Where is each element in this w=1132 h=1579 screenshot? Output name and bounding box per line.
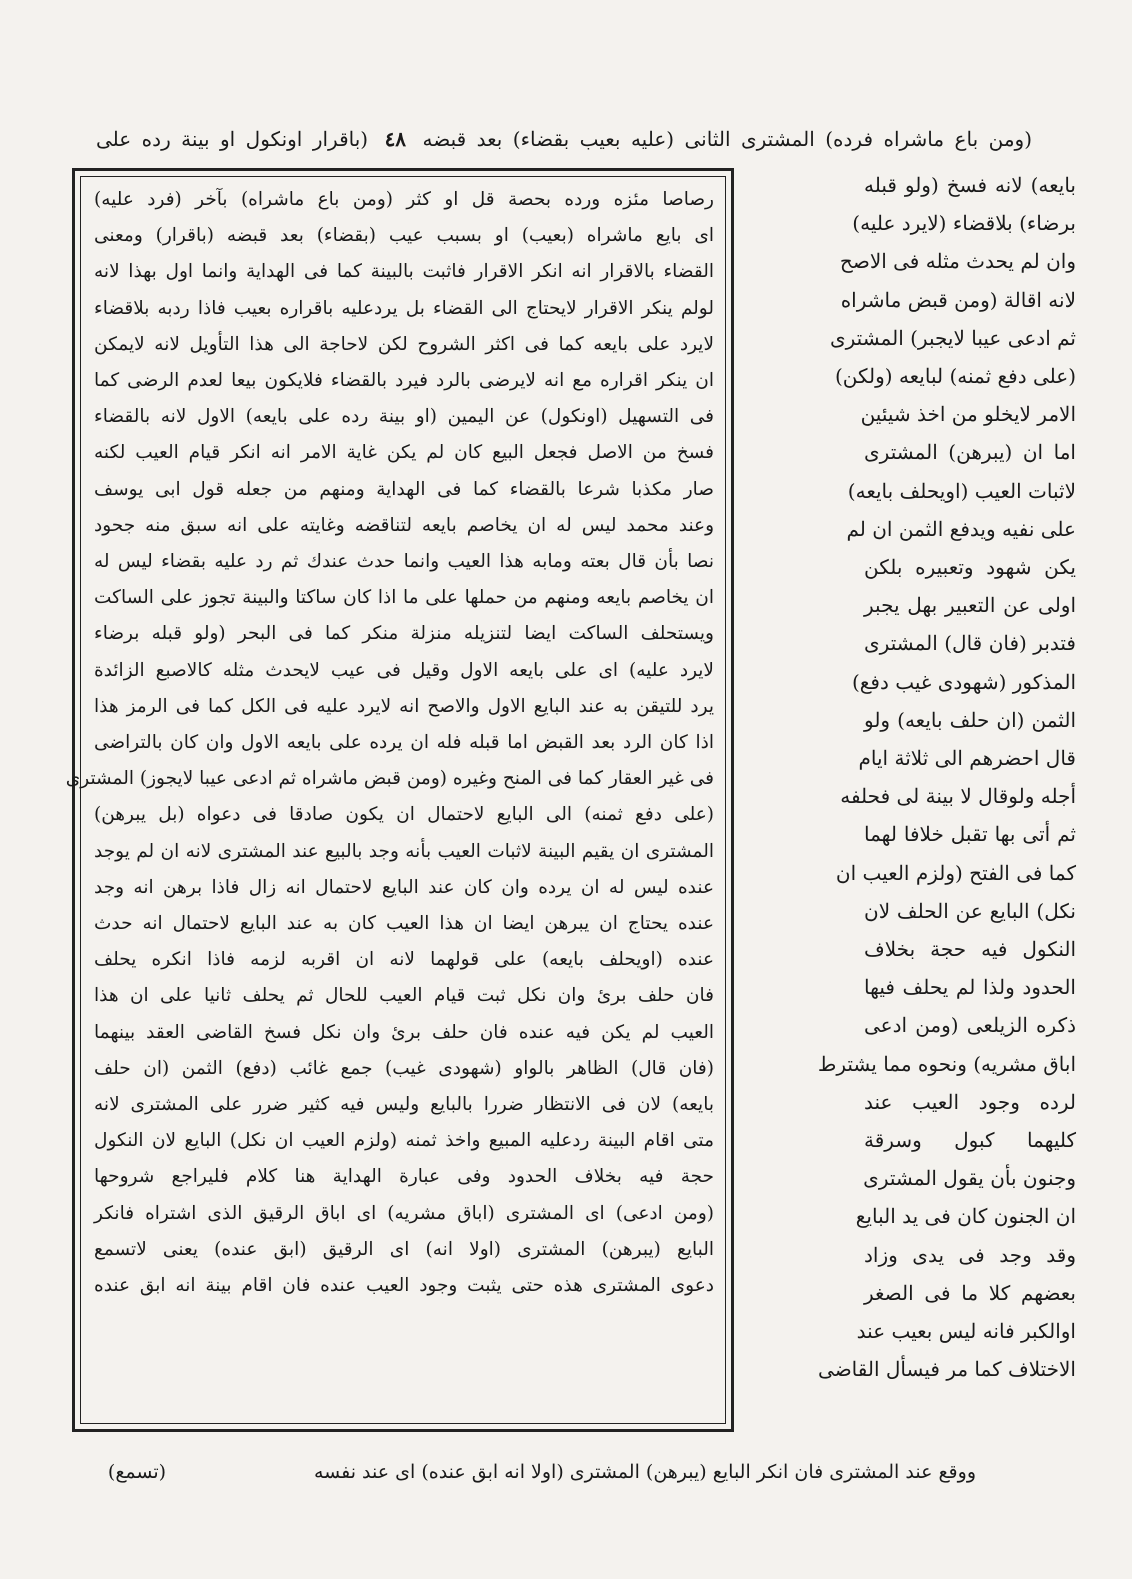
commentary-text-line: رصاصا مئزه ورده بحصة قل او كثر (ومن باع ماشراه) بآخر (فرد عليه) — [94, 189, 714, 210]
commentary-text-line: وعند محمد ليس له ان يخاصم بايعه لتناقضه وغايته على انه سبق منه جحود — [94, 514, 714, 536]
commentary-text-line: ان ينكر اقراره مع انه لايرضى بالرد فيرد بالقضاء فلايكون بيعا لعدم الرضى كما — [94, 370, 714, 392]
margin-text-line: وجنون بأن يقول المشترى — [863, 1166, 1076, 1191]
margin-text-line: الامر لايخلو من اخذ شيئين — [860, 402, 1076, 427]
commentary-text-line: لايرد عليه) اى على بايعه الاول وقيل فى عيب لايحدث مثله كالاصبع الزائدة — [94, 659, 714, 681]
margin-text-line: قال احضرهم الى ثلاثة ايام — [858, 746, 1076, 771]
margin-text-line: (على دفع ثمنه) لبايعه (ولكن) — [834, 364, 1076, 389]
commentary-text-line: متى اقام البينة ردعليه المبيع واخذ ثمنه (ولزم العيب ان نكل) البايع لان النكول — [94, 1130, 714, 1152]
commentary-text-line: صار مكذبا شرعا بالقضاء كما فى الهداية ومنهم من جعله قول ابى يوسف — [94, 478, 714, 500]
commentary-text-line: يرد للتيقن به عند البايع الاول والاصح انه لايرد عليه فى الكل كما فى الرمز هذا — [94, 695, 714, 717]
margin-text-line: ذكره الزيلعى (ومن ادعى — [864, 1013, 1076, 1038]
margin-text-line: أجله ولوقال لا بينة لى فحلفه — [840, 784, 1076, 809]
margin-text-line: ان الجنون كان فى يد البايع — [855, 1204, 1076, 1229]
commentary-text-line: ان يخاصم بايعه ومنهم من حملها على ما اذا كان ساكتا والبينة تجوز على الساكت — [94, 587, 714, 609]
margin-text-line: النكول فيه حجة بخلاف — [864, 937, 1076, 962]
margin-text-line: ثم ادعى عيبا لايجبر) المشترى — [829, 325, 1076, 350]
commentary-text-line: فان حلف برئ وان نكل ثبت قيام العيب للحال ثم يحلف ثانيا على ان هذا — [94, 985, 714, 1007]
commentary-text-line: حجة فيه بخلاف الحدود وفى عبارة الهداية هنا كلام فليراجع شروحها — [94, 1166, 714, 1188]
margin-text-line: بايعه) لانه فسخ (ولو قبله — [864, 173, 1076, 197]
margin-text-line: الثمن (ان حلف بايعه) ولو — [864, 707, 1076, 732]
commentary-text-line: العيب لم يكن فيه عنده فان حلف برئ وان نكل فسخ القاضى العقد بينهما — [94, 1021, 714, 1043]
margin-text-line: اما ان (يبرهن) المشترى — [864, 440, 1076, 465]
commentary-text-line: بايعه) لان فى الانتظار ضررا بالبايع وليس فيه كثير ضرر على المشترى لانه — [94, 1094, 714, 1116]
commentary-text-line: دعوى المشترى هذه حتى يثبت وجود العيب عنده فان اقام بينة انه ابق عنده — [94, 1275, 714, 1297]
margin-text-line: كما فى الفتح (ولزم العيب ان — [835, 860, 1076, 885]
margin-text-line: كليهما كبول وسرقة — [864, 1128, 1076, 1153]
margin-text-line: الاختلاف كما مر فيسأل القاضى — [818, 1357, 1076, 1382]
margin-text-line: وقد وجد فى يدى وزاد — [864, 1242, 1076, 1267]
commentary-text-line: عنده ليس له ان يرده وان كان عند البايع لاحتمال انه زال فاذا برهن انه وجد — [94, 876, 714, 898]
commentary-text-block — [65, 182, 715, 1418]
margin-text-line: نكل) البايع عن الحلف لان — [864, 898, 1076, 923]
commentary-text-line: القضاء بالاقرار انه انكر الاقرار فاثبت بالبينة كما فى الهداية وانما اول بهذا لانه — [94, 261, 714, 283]
margin-text-line: الحدود ولذا لم يحلف فيها — [864, 975, 1076, 1000]
header-right-text: (ومن باع ماشراه فرده) المشترى الثانى (عليه بعيب بقضاء) بعد قبضه — [422, 127, 1033, 151]
margin-text-line: لانه اقالة (ومن قبض ماشراه — [840, 287, 1076, 312]
margin-text-column — [817, 166, 1076, 1456]
margin-text-line: لرده وجود العيب عند — [864, 1089, 1076, 1114]
commentary-text-line: المشترى ان يقيم البينة لاثبات العيب بأنه وجد بالبيع عند المشترى لانه ان لم يوجد — [94, 840, 714, 862]
page-number: ٤٨ — [384, 127, 407, 151]
commentary-text-line: فى التسهيل (اونكول) عن اليمين (او بينة رده على بايعه) الاول لانه بالقضاء — [94, 406, 714, 428]
running-header — [96, 118, 1032, 160]
margin-text-line: يكن شهود وتعبيره بلكن — [864, 555, 1076, 580]
margin-text-line: برضاء) بلاقضاء (لايرد عليه) — [852, 211, 1076, 236]
commentary-text-line: لايرد على بايعه كما فى اكثر الشروح لكن لاحاجة الى هذا التأويل لانه لايمكن — [94, 333, 714, 355]
margin-text-line: وان لم يحدث مثله فى الاصح — [839, 249, 1076, 274]
commentary-text-line: نصا بأن قال بعته ومابه هذا العيب وانما حدث عندك ثم رد عليه بقضاء ليس له — [94, 551, 715, 573]
commentary-text-line: البايع (يبرهن) المشترى (اولا انه) اى الرقيق (ابق عنده) يعنى لاتسمع — [94, 1238, 714, 1260]
commentary-text-line: اذا كان الرد بعد القبض اما قبله فله ان يرده على بايعه الاول وان كان بالتراضى — [94, 732, 714, 754]
commentary-text-line: عنده (اويحلف بايعه) على قولهما لانه ان اقربه لزمه فاذا انكره يحلف — [94, 949, 714, 971]
margin-text-line: بعضهم كلا ما فى الصغر — [864, 1280, 1076, 1305]
footer-line: ووقع عند المشترى فان انكر البايع (يبرهن) المشترى (اولا انه ابق عنده) اى عند نفسه — [313, 1461, 976, 1483]
commentary-text-line: اى بايع ماشراه (بعيب) او بسبب عيب (بقضاء) بعد قبضه (باقرار) ومعنى — [94, 225, 714, 247]
margin-text-line: اوالكبر فانه ليس بعيب عند — [856, 1319, 1076, 1344]
commentary-text-line: ويستحلف الساكت ايضا لتنزيله منزلة منكر كما فى البحر (ولو قبله برضاء — [94, 623, 714, 645]
commentary-text-line: (فان قال) الظاهر بالواو (شهودى غيب) جمع غائب (دفع) الثمن (ان حلف — [94, 1057, 714, 1079]
margin-text-line: فتدبر (فان قال) المشترى — [864, 631, 1076, 656]
margin-text-line: اباق مشريه) ونحوه مما يشترط — [817, 1051, 1076, 1076]
margin-text-line: المذكور (شهودى غيب دفع) — [851, 669, 1076, 694]
margin-text-line: لاثبات العيب (اويحلف بايعه) — [847, 478, 1076, 503]
header-left-text: (باقرار اونكول او بينة رده على — [96, 127, 369, 151]
commentary-text-line: لولم ينكر الاقرار لايحتاج الى القضاء بل يردعليه باقراره بعيب فاذا ردبه بلاقضاء — [94, 297, 714, 319]
catchword: (تسمع) — [107, 1461, 167, 1483]
commentary-text-line: فى غير العقار كما فى المنح وغيره (ومن قبض ماشراه ثم ادعى عيبا لايجوز) المشترى — [65, 768, 714, 790]
margin-text-line: اولى عن التعبير بهل يجبر — [864, 593, 1076, 618]
margin-text-line: على نفيه ويدفع الثمن ان لم — [846, 516, 1076, 541]
commentary-text-line: عنده يحتاج ان يبرهن ايضا ان هذا العيب كان به عند البايع لاحتمال انه حدث — [94, 913, 714, 935]
commentary-text-line: (على دفع ثمنه) الى البايع لاحتمال ان يكون صادقا فى دعواه (بل يبرهن) — [94, 804, 714, 826]
margin-text-line: ثم أتى بها تقبل خلافا لهما — [864, 822, 1076, 847]
commentary-text-line: فسخ من الاصل فجعل البيع كان لم يكن غاية الامر انه انكر قيام العيب لكنه — [94, 442, 714, 464]
commentary-text-line: (ومن ادعى) اى المشترى (اباق مشريه) اى اباق الرقيق الذى اشتراه فانكر — [94, 1202, 714, 1224]
